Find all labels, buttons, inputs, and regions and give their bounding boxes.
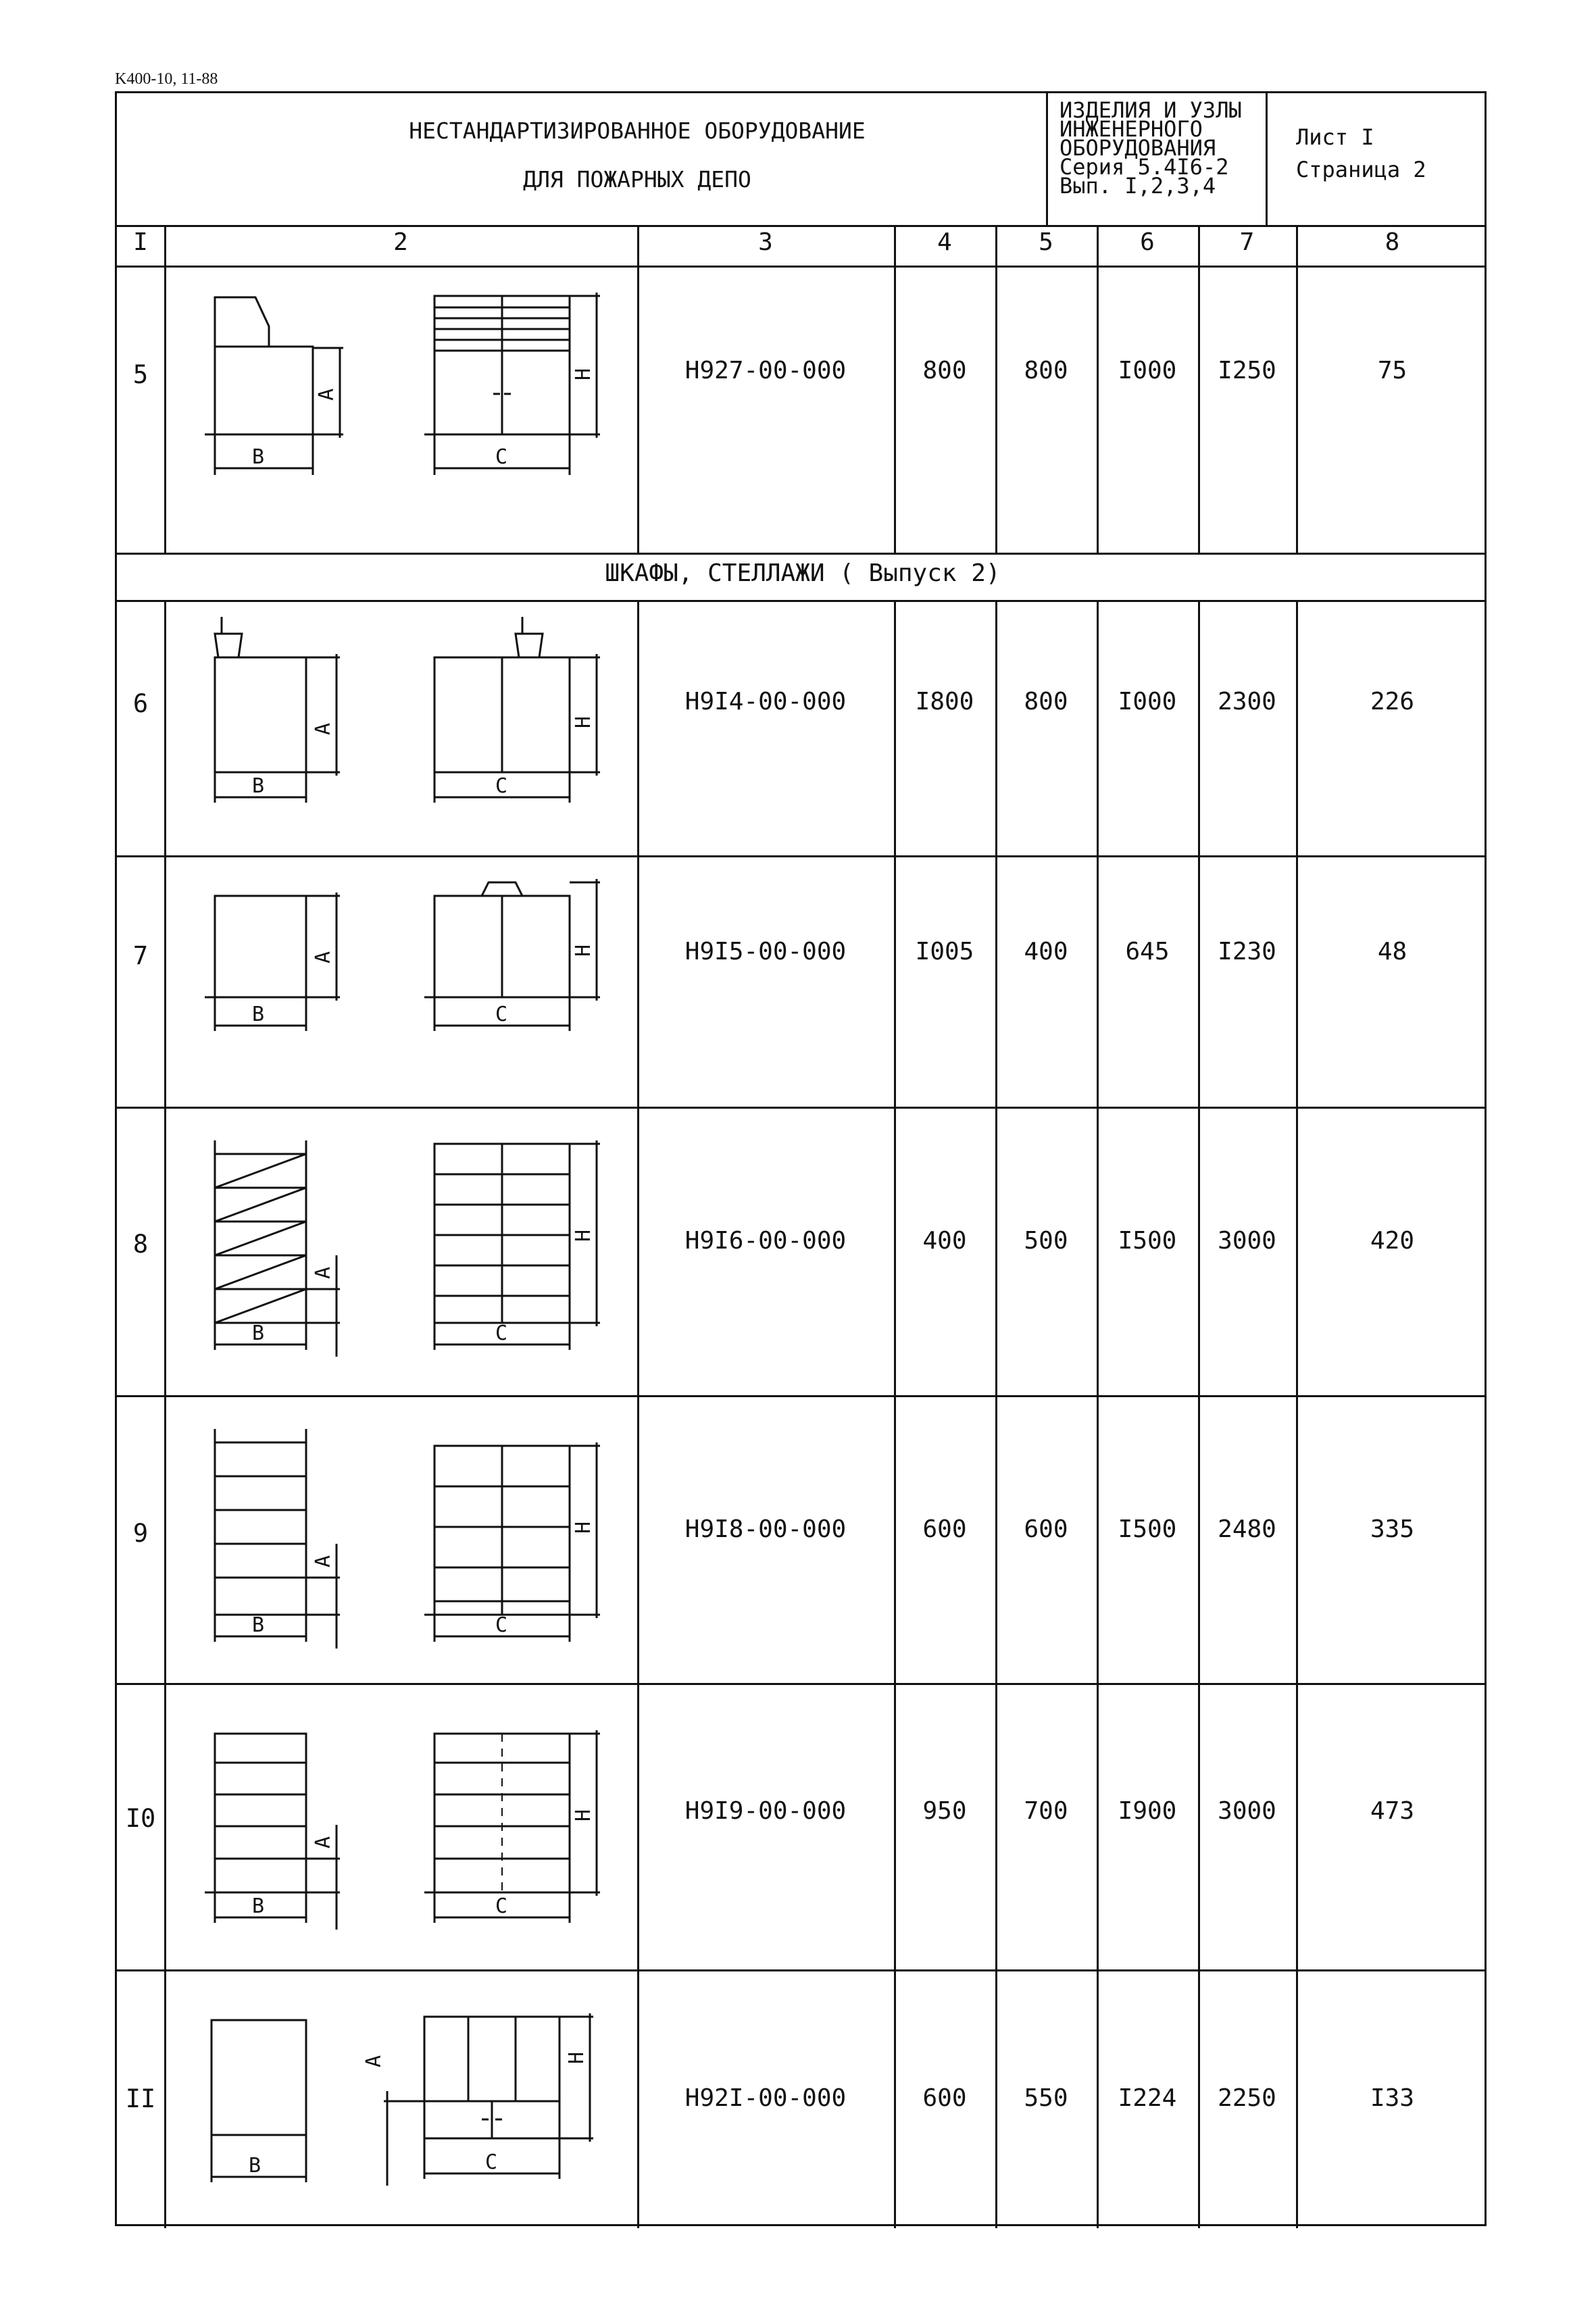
value-col8: 473: [1370, 1797, 1415, 1825]
value-col4: 400: [922, 1227, 967, 1255]
dimension-b: B: [252, 1003, 265, 1026]
column-header-4: 4: [937, 228, 952, 256]
section-heading: ШКАФЫ, СТЕЛЛАЖИ ( Выпуск 2): [605, 559, 1001, 587]
row-number: 6: [132, 689, 149, 718]
dimension-h: H: [572, 1521, 595, 1534]
dimension-a: A: [315, 388, 339, 401]
dimension-c: C: [495, 1894, 508, 1918]
equipment-sketch-row6: [164, 600, 637, 855]
value-col8: I33: [1370, 2084, 1415, 2112]
column-header-1: I: [133, 228, 148, 256]
value-col7: I230: [1218, 938, 1276, 965]
dimension-a: A: [362, 2055, 386, 2067]
row-number: 9: [132, 1519, 149, 1548]
value-col7: 2250: [1218, 2084, 1276, 2112]
dimension-h: H: [572, 944, 595, 957]
dimension-c: C: [485, 2150, 498, 2174]
row-number: II: [125, 2084, 156, 2113]
value-col7: 3000: [1218, 1797, 1276, 1825]
dimension-b: B: [252, 1894, 265, 1918]
value-col4: 800: [922, 357, 967, 384]
row-number: 7: [132, 941, 149, 970]
value-col8: 48: [1377, 938, 1407, 965]
dimension-a: A: [311, 951, 335, 963]
value-col6: I000: [1118, 357, 1177, 384]
equipment-sketch-row7: [164, 855, 637, 1107]
value-col7: I250: [1218, 357, 1276, 384]
value-col7: 3000: [1218, 1227, 1276, 1255]
value-col6: I224: [1118, 2084, 1177, 2112]
header-title-line1: НЕСТАНДАРТИЗИРОВАННОЕ ОБОРУДОВАНИЕ: [409, 118, 866, 144]
value-col8: 75: [1377, 357, 1407, 384]
value-col5: 400: [1024, 938, 1068, 965]
dimension-b: B: [252, 1613, 265, 1637]
value-col5: 800: [1024, 357, 1068, 384]
value-col4: I005: [915, 938, 974, 965]
column-header-8: 8: [1385, 228, 1400, 256]
value-col4: 600: [922, 1515, 967, 1543]
value-col6: I900: [1118, 1797, 1177, 1825]
dimension-a: A: [311, 1266, 335, 1279]
item-code: Н92I-00-000: [684, 2084, 847, 2112]
document-code: K400-10, 11-88: [115, 70, 218, 88]
column-header-6: 6: [1140, 228, 1155, 256]
dimension-b: B: [249, 2154, 261, 2178]
dimension-b: B: [252, 774, 265, 798]
equipment-sketch-row10: [164, 1683, 637, 1969]
value-col4: 950: [922, 1797, 967, 1825]
form-sheet: [115, 91, 1487, 2226]
equipment-sketch-row5: [164, 266, 637, 553]
value-col5: 800: [1024, 688, 1068, 715]
dimension-a: A: [311, 722, 335, 735]
item-code: Н927-00-000: [684, 357, 847, 384]
value-col7: 2480: [1218, 1515, 1276, 1543]
value-col6: I000: [1118, 688, 1177, 715]
series-line-5: Вып. I,2,3,4: [1059, 173, 1216, 199]
value-col8: 226: [1370, 688, 1415, 715]
column-header-7: 7: [1239, 228, 1255, 256]
value-col6: 645: [1125, 938, 1170, 965]
dimension-c: C: [495, 1003, 508, 1026]
dimension-c: C: [495, 1322, 508, 1345]
series-line-1: ИЗДЕЛИЯ И УЗЛЫ: [1059, 97, 1242, 123]
item-code: Н9I8-00-000: [684, 1515, 847, 1543]
item-code: Н9I9-00-000: [684, 1797, 847, 1825]
item-code: Н9I5-00-000: [684, 938, 847, 965]
row-number: 5: [132, 360, 149, 389]
equipment-sketch-row11: [164, 1969, 637, 2228]
value-col6: I500: [1118, 1515, 1177, 1543]
dimension-h: H: [572, 1229, 595, 1242]
value-col4: I800: [915, 688, 974, 715]
value-col6: I500: [1118, 1227, 1177, 1255]
value-col5: 550: [1024, 2084, 1068, 2112]
row-number: 8: [132, 1230, 149, 1259]
dimension-c: C: [495, 774, 508, 798]
value-col8: 420: [1370, 1227, 1415, 1255]
row-number: I0: [125, 1804, 156, 1833]
value-col4: 600: [922, 2084, 967, 2112]
value-col5: 500: [1024, 1227, 1068, 1255]
header-title-line2: ДЛЯ ПОЖАРНЫХ ДЕПО: [523, 166, 751, 193]
dimension-a: A: [311, 1555, 335, 1567]
dimension-b: B: [252, 445, 265, 469]
dimension-h: H: [565, 2051, 589, 2064]
series-line-3: ОБОРУДОВАНИЯ: [1059, 135, 1216, 161]
equipment-sketch-row9: [164, 1395, 637, 1683]
series-line-2: ИНЖЕНЕРНОГО: [1059, 116, 1203, 142]
dimension-h: H: [572, 715, 595, 728]
column-header-2: 2: [393, 228, 408, 256]
dimension-a: A: [311, 1836, 335, 1848]
value-col8: 335: [1370, 1515, 1415, 1543]
item-code: Н9I4-00-000: [684, 688, 847, 715]
column-header-3: 3: [758, 228, 773, 256]
dimension-h: H: [572, 368, 595, 380]
item-code: Н9I6-00-000: [684, 1227, 847, 1255]
sheet-number: Лист I: [1296, 124, 1374, 150]
value-col5: 600: [1024, 1515, 1068, 1543]
dimension-b: B: [252, 1322, 265, 1345]
dimension-c: C: [495, 1613, 508, 1637]
value-col7: 2300: [1218, 688, 1276, 715]
dimension-h: H: [572, 1809, 595, 1821]
equipment-sketch-row8: [164, 1107, 637, 1395]
page-number: Страница 2: [1296, 157, 1426, 182]
column-header-5: 5: [1039, 228, 1053, 256]
value-col5: 700: [1024, 1797, 1068, 1825]
dimension-c: C: [495, 445, 508, 469]
series-line-4: Серия 5.4I6-2: [1059, 154, 1229, 180]
